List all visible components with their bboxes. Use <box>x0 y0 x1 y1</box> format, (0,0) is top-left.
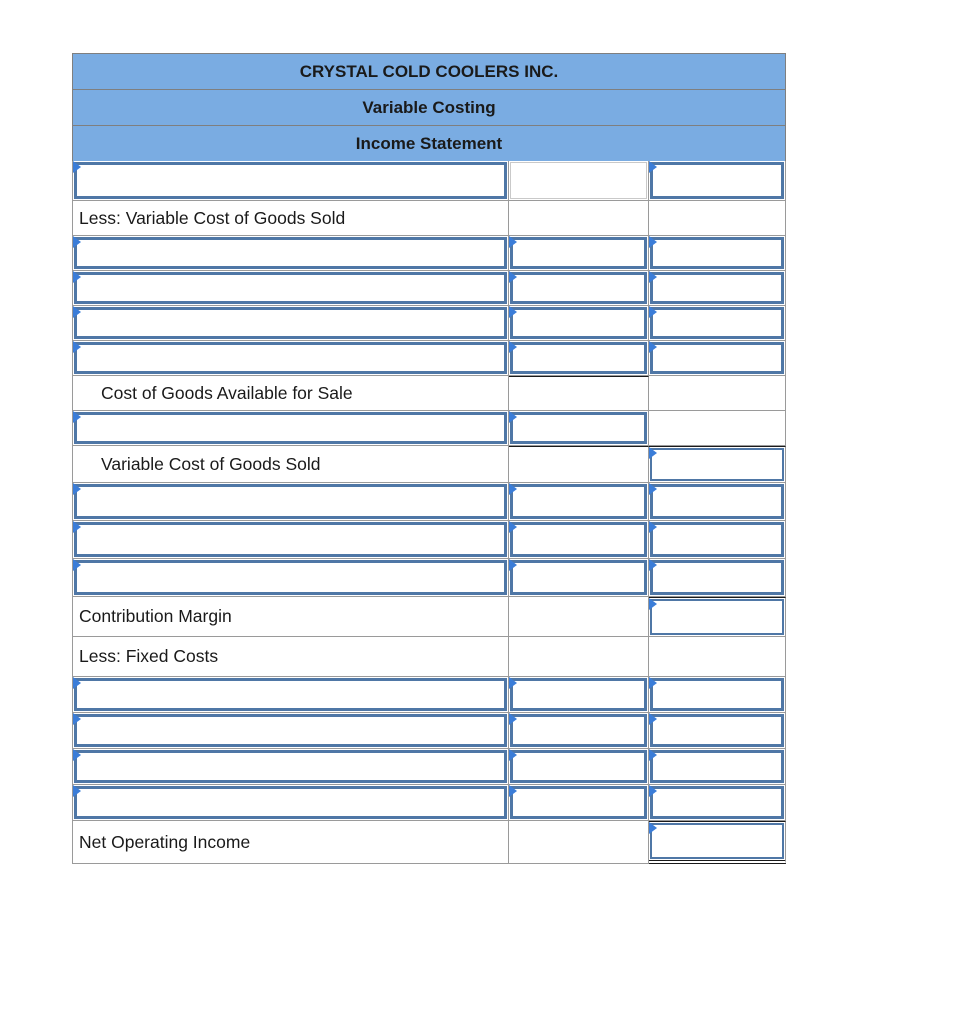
total-cell <box>649 376 786 411</box>
table-row <box>72 341 786 376</box>
total-input[interactable] <box>650 522 784 557</box>
dropdown-arrow-icon <box>649 271 657 283</box>
dropdown-arrow-icon <box>649 236 657 248</box>
label-cell <box>72 161 509 201</box>
dropdown-arrow-icon <box>509 341 517 353</box>
table-row <box>72 376 786 411</box>
table-row <box>72 785 786 821</box>
table-row <box>72 483 786 521</box>
total-input[interactable] <box>650 560 784 595</box>
line-item-dropdown[interactable] <box>74 522 507 557</box>
dropdown-arrow-icon <box>649 161 657 173</box>
amount-cell <box>509 161 649 201</box>
costing-method-header: Variable Costing <box>72 89 786 125</box>
dropdown-arrow-icon <box>649 306 657 318</box>
dropdown-arrow-icon <box>649 521 657 533</box>
total-input[interactable] <box>650 484 784 519</box>
dropdown-arrow-icon <box>509 271 517 283</box>
amount-input[interactable] <box>510 342 647 374</box>
dropdown-arrow-icon <box>649 559 657 571</box>
dropdown-arrow-icon <box>73 271 81 283</box>
less-fixed-costs-label: Less: Fixed Costs <box>72 637 509 677</box>
total-input[interactable] <box>650 307 784 339</box>
table-row <box>72 411 786 446</box>
table-row <box>72 559 786 597</box>
amount-input[interactable] <box>510 162 647 199</box>
table-row <box>72 713 786 749</box>
dropdown-arrow-icon <box>73 785 81 797</box>
line-item-dropdown[interactable] <box>74 678 507 711</box>
contribution-margin-label: Contribution Margin <box>72 597 509 637</box>
table-row <box>72 161 786 201</box>
total-input[interactable] <box>650 272 784 304</box>
dropdown-arrow-icon <box>73 161 81 173</box>
amount-input[interactable] <box>510 750 647 783</box>
table-row <box>72 597 786 637</box>
dropdown-arrow-icon <box>649 822 657 834</box>
line-item-dropdown[interactable] <box>74 162 507 199</box>
line-item-dropdown[interactable] <box>74 750 507 783</box>
amount-cell <box>509 821 649 864</box>
net-operating-income-label: Net Operating Income <box>72 821 509 864</box>
cost-goods-available-label: Cost of Goods Available for Sale <box>72 376 509 411</box>
table-row <box>72 446 786 483</box>
dropdown-arrow-icon <box>73 411 81 423</box>
dropdown-arrow-icon <box>509 713 517 725</box>
dropdown-arrow-icon <box>509 411 517 423</box>
total-input[interactable] <box>650 599 784 635</box>
amount-input[interactable] <box>510 272 647 304</box>
dropdown-arrow-icon <box>73 341 81 353</box>
dropdown-arrow-icon <box>649 341 657 353</box>
total-cell <box>649 637 786 677</box>
amount-input[interactable] <box>510 786 647 819</box>
line-item-dropdown[interactable] <box>74 786 507 819</box>
line-item-dropdown[interactable] <box>74 272 507 304</box>
dropdown-arrow-icon <box>509 677 517 689</box>
dropdown-arrow-icon <box>73 306 81 318</box>
dropdown-arrow-icon <box>649 749 657 761</box>
statement-title-header: Income Statement <box>72 125 786 161</box>
dropdown-arrow-icon <box>649 677 657 689</box>
variable-cogs-label: Variable Cost of Goods Sold <box>72 446 509 483</box>
dropdown-arrow-icon <box>509 785 517 797</box>
table-row <box>72 271 786 306</box>
less-variable-cogs-label: Less: Variable Cost of Goods Sold <box>72 201 509 236</box>
total-input[interactable] <box>650 162 784 199</box>
dropdown-arrow-icon <box>73 677 81 689</box>
table-row <box>72 821 786 864</box>
total-input[interactable] <box>650 678 784 711</box>
table-row <box>72 201 786 236</box>
dropdown-arrow-icon <box>649 785 657 797</box>
total-input[interactable] <box>650 750 784 783</box>
dropdown-arrow-icon <box>73 483 81 495</box>
line-item-dropdown[interactable] <box>74 560 507 595</box>
amount-input[interactable] <box>510 307 647 339</box>
amount-input[interactable] <box>510 484 647 519</box>
table-row <box>72 637 786 677</box>
amount-cell <box>509 637 649 677</box>
amount-input[interactable] <box>510 714 647 747</box>
total-input[interactable] <box>650 448 784 481</box>
dropdown-arrow-icon <box>509 306 517 318</box>
table-row <box>72 749 786 785</box>
amount-input[interactable] <box>510 237 647 269</box>
line-item-dropdown[interactable] <box>74 412 507 444</box>
amount-input[interactable] <box>510 678 647 711</box>
dropdown-arrow-icon <box>73 559 81 571</box>
total-cell <box>649 201 786 236</box>
total-cell <box>649 161 786 201</box>
dropdown-arrow-icon <box>649 598 657 610</box>
dropdown-arrow-icon <box>509 483 517 495</box>
total-input[interactable] <box>650 786 784 819</box>
table-row <box>72 236 786 271</box>
net-operating-income-input[interactable] <box>650 823 784 859</box>
amount-cell <box>509 201 649 236</box>
dropdown-arrow-icon <box>509 236 517 248</box>
dropdown-arrow-icon <box>73 521 81 533</box>
total-cell <box>649 411 786 446</box>
income-statement-worksheet <box>72 53 786 864</box>
amount-input[interactable] <box>510 412 647 444</box>
dropdown-arrow-icon <box>73 749 81 761</box>
dropdown-arrow-icon <box>73 236 81 248</box>
amount-input[interactable] <box>510 560 647 595</box>
dropdown-arrow-icon <box>649 447 657 459</box>
dropdown-arrow-icon <box>509 749 517 761</box>
amount-cell <box>509 446 649 483</box>
table-row <box>72 677 786 713</box>
dropdown-arrow-icon <box>509 559 517 571</box>
total-input[interactable] <box>650 342 784 374</box>
total-input[interactable] <box>650 237 784 269</box>
table-row <box>72 521 786 559</box>
company-name-header: CRYSTAL COLD COOLERS INC. <box>72 53 786 89</box>
dropdown-arrow-icon <box>73 713 81 725</box>
amount-input[interactable] <box>510 522 647 557</box>
dropdown-arrow-icon <box>649 483 657 495</box>
amount-cell <box>509 376 649 411</box>
amount-cell <box>509 597 649 637</box>
dropdown-arrow-icon <box>649 713 657 725</box>
line-item-dropdown[interactable] <box>74 484 507 519</box>
line-item-dropdown[interactable] <box>74 342 507 374</box>
dropdown-arrow-icon <box>509 521 517 533</box>
table-row <box>72 306 786 341</box>
line-item-dropdown[interactable] <box>74 714 507 747</box>
total-input[interactable] <box>650 714 784 747</box>
line-item-dropdown[interactable] <box>74 307 507 339</box>
line-item-dropdown[interactable] <box>74 237 507 269</box>
